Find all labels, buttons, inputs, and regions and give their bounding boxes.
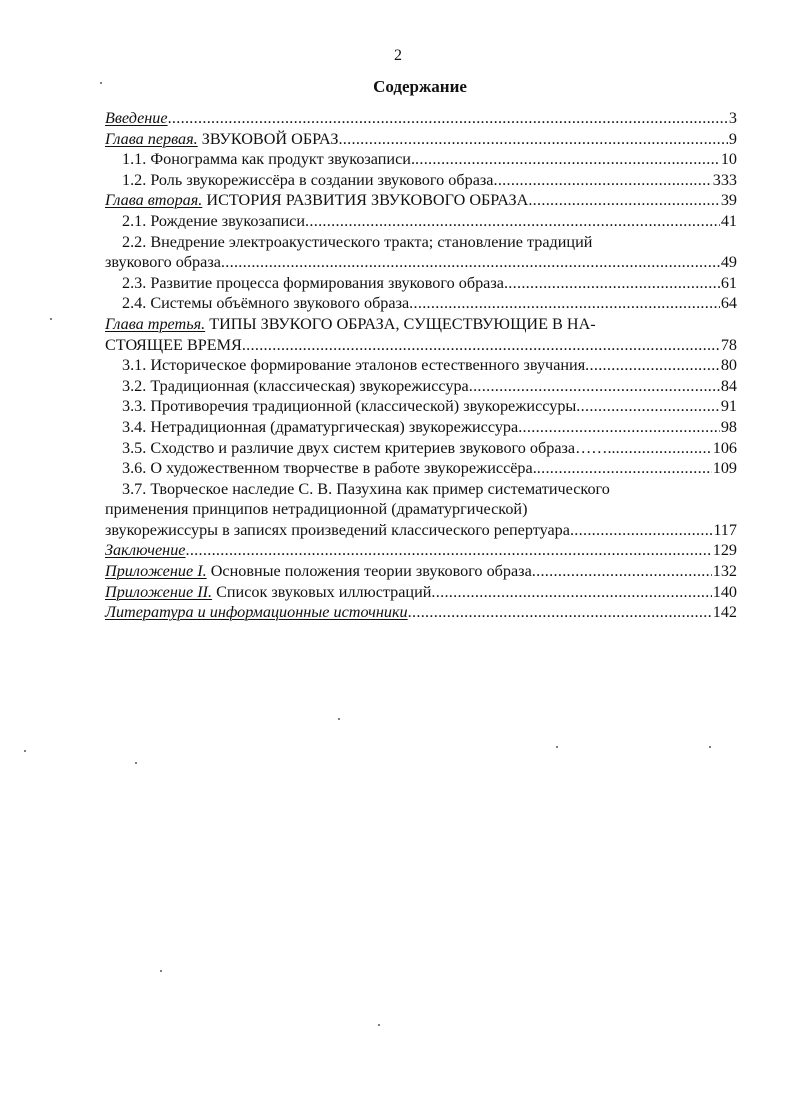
toc-entry-chapter-2 <box>105 190 737 211</box>
toc-entry-label: 1.1. Фонограмма как продукт звукозаписи. <box>122 150 415 169</box>
dot-leader <box>168 108 728 129</box>
toc-entry-3-3 <box>105 396 737 417</box>
toc-entry-3-4 <box>105 417 737 438</box>
toc-entry-label: ТИПЫ ЗВУКОГО ОБРАЗА, СУЩЕСТВУЮЩИЕ В НА- <box>205 314 596 333</box>
toc-entry-chapter-3-line1 <box>105 314 737 335</box>
toc-page-number: 98 <box>720 417 737 436</box>
toc-entry-label-italic: Глава третья. <box>105 314 206 333</box>
toc-entry-label: 3.5. Сходство и различие двух систем критериев звукового образа…….. <box>122 438 616 457</box>
dot-leader <box>409 293 720 314</box>
toc-page-number: 10 <box>720 150 737 169</box>
toc-entry-label: Основные положения теории звукового образа <box>206 562 532 581</box>
toc-page-number: 106 <box>712 438 737 457</box>
dot-leader <box>528 190 719 211</box>
toc-page-number: 333 <box>712 170 737 189</box>
toc-entry-label: 2.1. Рождение звукозаписи <box>122 211 306 230</box>
toc-entry-2-1 <box>105 211 737 232</box>
toc-entry-2-2-line1: 2.2. Внедрение электроакустического тракта; становление традиций <box>122 232 593 251</box>
toc-entry-label: ЗВУКОВОЙ ОБРАЗ <box>197 129 339 148</box>
toc-page-number: 9 <box>728 129 737 148</box>
toc-page-number: 61 <box>720 273 737 292</box>
toc-page-number: 49 <box>720 253 737 272</box>
toc-entry-label: СТОЯЩЕЕ ВРЕМЯ <box>105 335 242 354</box>
scan-speck <box>100 82 102 84</box>
toc-entry-1-1 <box>105 149 737 170</box>
toc-entry-label: звукорежиссуры в записях произведений классического репертуара <box>105 520 570 539</box>
toc-entry-label: 2.4. Системы объёмного звукового образа <box>122 294 410 313</box>
toc-entry-label-italic: Заключение <box>105 541 186 560</box>
toc-entry-3-5 <box>105 438 737 459</box>
dot-leader <box>185 540 711 561</box>
scan-speck <box>50 318 52 320</box>
scan-speck <box>709 746 711 748</box>
dot-leader <box>431 582 711 603</box>
toc-entry-appendix-2 <box>105 582 737 603</box>
scan-speck <box>338 718 340 720</box>
toc-entry-label: 1.2. Роль звукорежиссёра в создании звукового образа <box>122 170 494 189</box>
toc-entry-3-6 <box>105 458 737 479</box>
toc-entry-label-italic: Литература и информационные источники <box>105 603 408 622</box>
dot-leader <box>338 129 727 150</box>
toc-entry-label: 2.3. Развитие процесса формирования звукового образа <box>122 273 504 292</box>
toc-page-number: 91 <box>720 397 737 416</box>
dot-leader <box>576 396 720 417</box>
dot-leader <box>469 376 720 397</box>
toc-page-number: 80 <box>720 356 737 375</box>
toc-entry-2-2 <box>105 252 737 273</box>
toc-entry-3-7-line1: 3.7. Творческое наследие С. В. Пазухина как пример систематического <box>122 479 610 498</box>
dot-leader <box>537 458 712 479</box>
dot-leader <box>408 602 712 623</box>
toc-title: Содержание <box>373 77 467 96</box>
toc-entry-label-italic: Глава первая. <box>105 129 198 148</box>
scan-speck <box>556 746 558 748</box>
toc-entry-chapter-1 <box>105 129 737 150</box>
toc-page-number: 84 <box>720 376 737 395</box>
toc-entry-3-7-line2: применения принципов нетрадиционной (драматургической) <box>105 500 528 519</box>
dot-leader <box>305 211 720 232</box>
scan-speck <box>24 750 26 752</box>
table-of-contents <box>105 108 737 623</box>
toc-page-number: 109 <box>712 459 737 478</box>
toc-entry-2-3 <box>105 273 737 294</box>
toc-entry-label: звукового образа <box>105 253 221 272</box>
dot-leader <box>616 438 712 459</box>
dot-leader <box>221 252 720 273</box>
toc-entry-appendix-1 <box>105 561 737 582</box>
scan-speck <box>378 1024 380 1026</box>
toc-entry-conclusion <box>105 540 737 561</box>
toc-entry-label-italic: Приложение I. <box>105 562 207 581</box>
toc-entry-references <box>105 602 737 623</box>
toc-entry-label: 3.3. Противоречия традиционной (классической) звукорежиссуры <box>122 397 577 416</box>
toc-entry-label: ИСТОРИЯ РАЗВИТИЯ ЗВУКОВОГО ОБРАЗА <box>202 191 529 210</box>
toc-entry-2-4 <box>105 293 737 314</box>
toc-page-number: 64 <box>720 294 737 313</box>
toc-page-number: 78 <box>720 335 737 354</box>
dot-leader <box>493 170 711 191</box>
dot-leader <box>242 335 720 356</box>
page-number: 2 <box>394 47 402 64</box>
toc-page-number: 3 <box>728 109 737 127</box>
toc-entry-label: 3.6. О художественном творчестве в работе звукорежиссёра. <box>122 459 537 478</box>
toc-entry-3-7 <box>105 520 737 541</box>
dot-leader <box>518 417 720 438</box>
scan-speck <box>160 970 162 972</box>
toc-page-number: 39 <box>720 191 737 210</box>
toc-page-number: 129 <box>712 541 737 560</box>
toc-page-number: 140 <box>712 582 737 601</box>
toc-entry-label: Список звуковых иллюстраций <box>212 582 432 601</box>
toc-page-number: 117 <box>713 520 737 539</box>
toc-entry-chapter-3 <box>105 335 737 356</box>
toc-page-number: 132 <box>712 562 737 581</box>
toc-entry-label-italic: Глава вторая. <box>105 191 203 210</box>
toc-entry-3-2 <box>105 376 737 397</box>
toc-entry-label: 3.2. Традиционная (классическая) звукорежиссура <box>122 376 469 395</box>
toc-entry-introduction <box>105 108 737 129</box>
dot-leader <box>504 273 720 294</box>
toc-page-number: 41 <box>720 211 737 230</box>
dot-leader <box>570 520 712 541</box>
dot-leader <box>415 149 720 170</box>
toc-entry-1-2 <box>105 170 737 191</box>
dot-leader <box>585 355 720 376</box>
toc-entry-label-italic: Приложение II. <box>105 582 213 601</box>
toc-entry-3-1 <box>105 355 737 376</box>
toc-page-number: 142 <box>712 603 737 622</box>
toc-entry-label: Введение <box>105 109 168 127</box>
dot-leader <box>532 561 712 582</box>
toc-entry-label: 3.1. Историческое формирование эталонов естественного звучания <box>122 356 586 375</box>
scan-speck <box>135 762 137 764</box>
toc-entry-label: 3.4. Нетрадиционная (драматургическая) звукорежиссура <box>122 417 519 436</box>
